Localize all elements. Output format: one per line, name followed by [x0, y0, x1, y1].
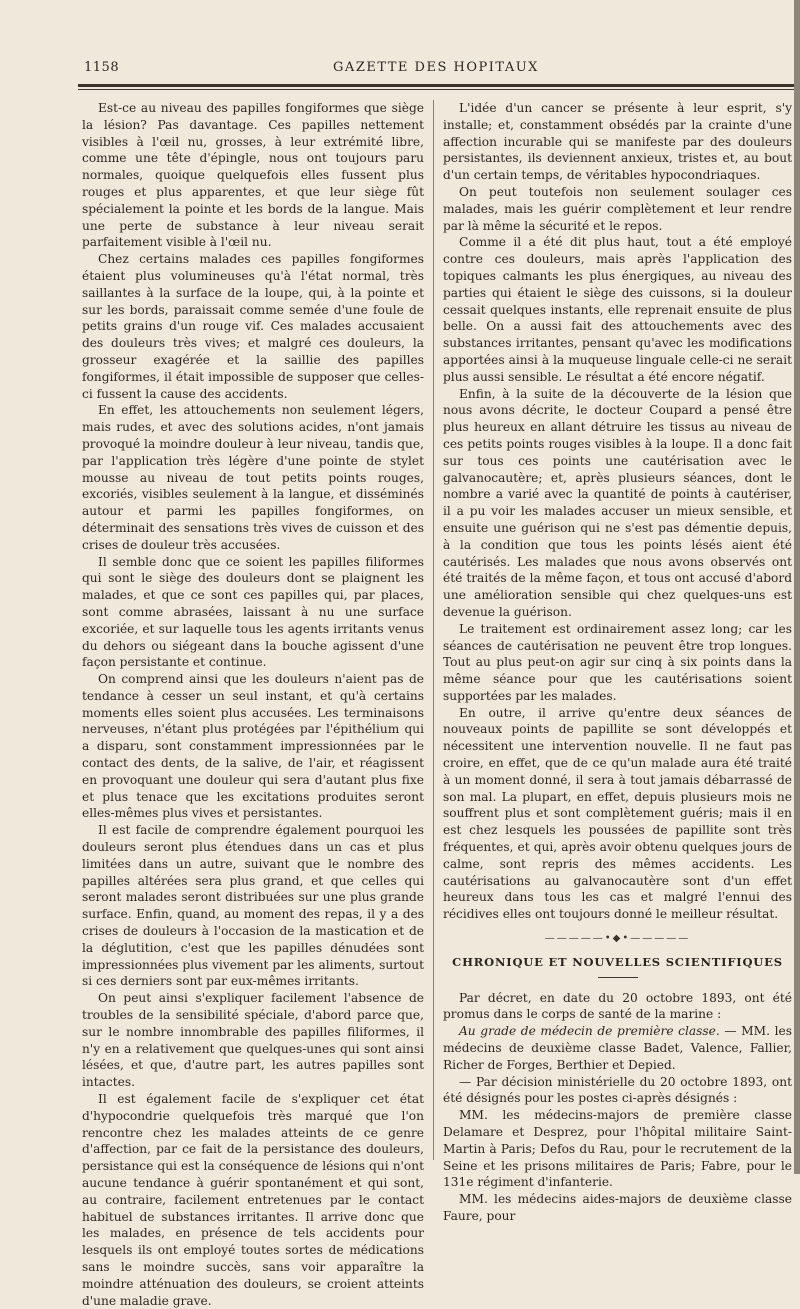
paragraph: Enfin, à la suite de la découverte de la lésion que nous avons décrite, le docteur Coupard a pensé être plus heureux en allant détruire les tissus au niveau de ces petits points rouges visibles à la loupe. Il a donc fait sur tous ces points une cautérisation avec le galvanocautère; et, après plusieurs séances, dont le nombre a varié avec la quantité de points à cautériser, il a pu voir les malades accuser un mieux sensible, et ensuite une guérison qui ne s'est pas démentie depuis, à la condition que tous les points lésés aient été cautérisés. Les malades que nous avons observés ont été traités de la même façon, et tous ont accusé d'abord une amélioration sensible qui chez quelques-uns est devenue la guérison. — [443, 386, 792, 619]
page-number: 1158 — [84, 60, 120, 75]
paragraph: En effet, les attouchements non seulement légers, mais rudes, et avec des solutions acides, n'ont jamais provoqué la moindre douleur à leur niveau, tandis que, par l'application très légère d'une pointe de stylet mousse au niveau de tout petits points rouges, excoriés, visibles seulement à la langue, et disséminés autour et parmi les papilles fongiformes, on déterminait des sensations très vives de cuisson et des crises de douleur très accusées. — [82, 403, 424, 552]
paragraph: Il est également facile de s'expliquer cet état d'hypocondrie quelquefois très marqué que l'on rencontre chez les malades atteints de ce genre d'affection, par ce fait de la persistance des douleurs, persistance qui est la conséquence de lésions qui n'ont aucune tendance à guérir spontanément et qui sont, au contraire, facilement entretenues par le contact habituel de substances irritantes. Il arrive donc que les malades, en présence de tels accidents pour lesquels ils ont employé toutes sortes de médications sans le moindre succès, sans voir apparaître la moindre atténuation des douleurs, se croient atteints d'une maladie grave. — [82, 1092, 424, 1308]
paragraph: Chez certains malades ces papilles fongiformes étaient plus volumineuses qu'à l'état normal, très saillantes à la surface de la loupe, qui, à la pointe et sur les bords, paraissait comme semée d'une foule de petits grains d'un rouge vif. Ces malades accusaient des douleurs très vives; et malgré ces douleurs, la grosseur exagérée et la saillie des papilles fongiformes, il était impossible de supposer que celles-ci fussent la cause des accidents. — [82, 252, 424, 401]
section-ornament: —————•◆•————— — [544, 933, 691, 945]
journal-title: GAZETTE DES HOPITAUX — [333, 60, 539, 75]
page-header — [78, 60, 794, 82]
news-paragraph: Par décret, en date du 20 octobre 1893, ont été promus dans le corps de santé de la marine : — [443, 990, 792, 1022]
news-paragraph — [443, 1023, 792, 1073]
news-paragraph: — Par décision ministérielle du 20 octobre 1893, ont été désignés pour les postes ci-après désignés : — [443, 1074, 792, 1106]
section-short-rule — [598, 977, 638, 978]
header-rule-thin — [78, 89, 794, 90]
news-text: — MM. les médecins de deuxième classe Badet, Valence, Fallier, Richer de Forges, Berthier et Depied. — [443, 1024, 792, 1072]
section-title: CHRONIQUE ET NOUVELLES SCIENTIFIQUES — [452, 954, 783, 969]
left-column — [82, 100, 424, 1309]
paragraph: On peut ainsi s'expliquer facilement l'absence de troubles de la sensibilité spéciale, d'abord parce que, sur le nombre innombrable des papilles filiformes, il n'y en a relativement que quelques-unes qui sont ainsi lésées, et que, d'autre part, les autres papilles sont intactes. — [82, 991, 424, 1090]
paragraph: Comme il a été dit plus haut, tout a été employé contre ces douleurs, mais après l'application des topiques calmants les plus énergiques, au niveau des parties qui étaient le siège des cuissons, si la douleur cessait quelques instants, elle reprenait ensuite de plus belle. On a aussi fait des attouchements avec des substances irritantes, pensant qu'avec les modifications apportées ainsi à la muqueuse linguale celle-ci ne serait plus aussi sensible. Le résultat a été encore négatif. — [443, 235, 792, 384]
paragraph: En outre, il arrive qu'entre deux séances de nouveaux points de papillite se sont développés et nécessitent une intervention nouvelle. Il ne faut pas croire, en effet, que de ce qu'un malade aura été traité à un moment donné, il sera à tout jamais débarrassé de son mal. La plupart, en effet, depuis plusieurs mois ne souffrent plus et sont complètement guéris; mais il en est chez lesquels les poussées de papillite sont très fréquentes, et qui, après avoir obtenu quelques jours de calme, sont repris des mêmes accidents. Les cautérisations au galvanocautère sont d'un effet heureux dans tous les cas et malgré l'ennui des récidives elles ont toujours donné le meilleur résultat. — [443, 705, 792, 922]
right-column — [443, 100, 792, 1225]
paragraph: Il semble donc que ce soient les papilles filiformes qui sont le siège des douleurs dont se plaignent les malades, et que ce sont ces papilles qui, par places, sont comme abrasées, laissant à nu une surface excoriée, et sur laquelle tous les agents irritants venus du dehors ou siégeant dans la bouche agissent d'une façon persistante et continue. — [82, 554, 424, 670]
column-divider — [433, 100, 434, 1160]
paragraph: L'idée d'un cancer se présente à leur esprit, s'y installe; et, constamment obsédés par la crainte d'une affection incurable qui se manifeste par des douleurs persistantes, ils deviennent anxieux, tristes et, au bout d'un certain temps, de véritables hypocondriaques. — [443, 101, 792, 183]
news-paragraph: MM. les médecins-majors de première classe Delamare et Desprez, pour l'hôpital militaire Saint-Martin à Paris; Defos du Rau, pour le recrutement de la Seine et les prisons militaires de Paris; Fabre, pour le 131e régiment d'infanterie. — [443, 1108, 792, 1190]
paragraph: On peut toutefois non seulement soulager ces malades, mais les guérir complètement et leur rendre par là même la sécurité et le repos. — [443, 184, 792, 233]
paragraph: Est-ce au niveau des papilles fongiformes que siège la lésion? Pas davantage. Ces papilles nettement visibles à l'œil nu, grosses, à leur extrémité libre, comme une tête d'épingle, nous ont toujours paru normales, quoique quelquefois elles fussent plus rouges et plus apparentes, et que leur siège fût spécialement la pointe et les bords de la langue. Mais une perte de substance à leur niveau serait parfaitement visible à l'œil nu. — [82, 101, 424, 250]
news-paragraph: MM. les médecins aides-majors de deuxième classe Faure, pour — [443, 1192, 792, 1223]
paragraph: Le traitement est ordinairement assez long; car les séances de cautérisation ne peuvent être trop longues. Tout au plus peut-on agir sur cinq à six points dans la même séance pour que les cautérisations soient supportées par les malades. — [443, 621, 792, 703]
news-italic-heading: Au grade de médecin de première classe. — [459, 1024, 720, 1039]
paragraph: On comprend ainsi que les douleurs n'aient pas de tendance à cesser un seul instant, et qu'à certains moments elles soient plus accusées. Les terminaisons nerveuses, n'étant plus protégées par l'épithélium qui a disparu, sont constamment impressionnées par le contact des dents, de la salive, de l'air, et réagissent en provoquant une douleur qui sera d'autant plus fixe et plus tenace que les excitations produites seront elles-mêmes plus vives et persistantes. — [82, 672, 424, 821]
paragraph: Il est facile de comprendre également pourquoi les douleurs seront plus étendues dans un cas et plus limitées dans un autre, suivant que le nombre des papilles altérées sera plus grand, et que celles qui seront malades seront distribuées sur une plus grande surface. Enfin, quand, au moment des repas, il y a des crises de douleurs à l'occasion de la mastication et de la déglutition, c'est que les papilles dénudées sont impressionnées plus vivement par les aliments, surtout si ces derniers sont par eux-mêmes irritants. — [82, 823, 424, 989]
header-rule-thick — [78, 84, 794, 87]
page-edge-shadow — [794, 0, 800, 1174]
